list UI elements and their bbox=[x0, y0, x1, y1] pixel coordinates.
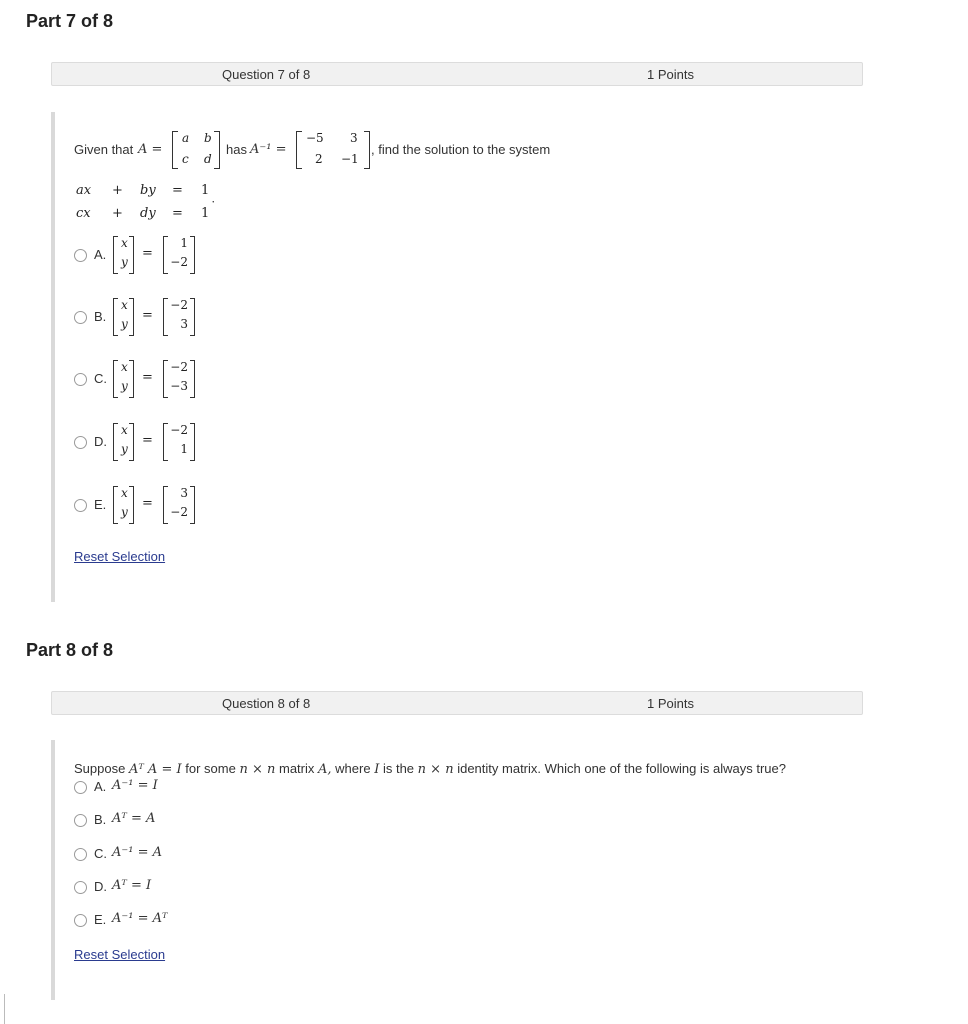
q8-option-radio[interactable] bbox=[74, 914, 87, 927]
vector-right-bracket bbox=[129, 360, 134, 398]
q8-option-expr: A⁻¹ = A bbox=[112, 845, 163, 860]
q8-option-expr: Aᵀ = I bbox=[112, 878, 152, 893]
vector-left-bracket bbox=[113, 360, 118, 398]
vector-x: x bbox=[121, 298, 128, 312]
q8-prompt-b: for some bbox=[185, 761, 236, 776]
vector-y: y bbox=[121, 255, 128, 269]
system-term: + bbox=[112, 206, 123, 221]
q8-prompt-e: is the bbox=[382, 761, 415, 776]
vector-right-bracket bbox=[190, 360, 195, 398]
vector-x: x bbox=[121, 236, 128, 250]
vector-value-2: 1 bbox=[180, 442, 188, 456]
q7-option-label: B. bbox=[94, 309, 107, 324]
vector-right-bracket bbox=[129, 486, 134, 524]
question-7-header bbox=[51, 62, 863, 86]
system-term: = bbox=[172, 206, 183, 221]
q8-matrix-a: A, bbox=[318, 762, 332, 777]
matrix-ainv-right-bracket bbox=[364, 131, 370, 169]
vector-right-bracket bbox=[190, 486, 195, 524]
equals-sign: = bbox=[142, 246, 153, 261]
q8-option-expr: A⁻¹ = Aᵀ bbox=[112, 911, 168, 926]
q8-identity-i: I bbox=[374, 762, 380, 777]
q8-prompt-c: matrix bbox=[278, 761, 315, 776]
vector-value-2: −3 bbox=[170, 379, 188, 393]
vector-x: x bbox=[121, 486, 128, 500]
vector-right-bracket bbox=[190, 236, 195, 274]
vector-value-2: 3 bbox=[180, 317, 188, 331]
matrix-ainv-cell: −1 bbox=[341, 152, 359, 166]
q7-ainv-eq: A⁻¹ = bbox=[250, 142, 287, 157]
matrix-ainv-left-bracket bbox=[296, 131, 302, 169]
q7-option-label: A. bbox=[94, 247, 107, 262]
matrix-ainv-cell: −5 bbox=[306, 131, 324, 145]
vector-right-bracket bbox=[129, 298, 134, 336]
vector-x: x bbox=[121, 423, 128, 437]
vector-left-bracket bbox=[113, 423, 118, 461]
q8-option-radio[interactable] bbox=[74, 881, 87, 894]
q7-option-radio[interactable] bbox=[74, 499, 87, 512]
vector-right-bracket bbox=[190, 298, 195, 336]
vector-right-bracket bbox=[190, 423, 195, 461]
system-term: cx bbox=[76, 206, 91, 221]
question-7-points: 1 Points bbox=[647, 67, 694, 82]
equals-sign: = bbox=[142, 496, 153, 511]
question-7-accent-bar bbox=[51, 112, 55, 602]
q7-option-radio[interactable] bbox=[74, 373, 87, 386]
question-7-label: Question 7 of 8 bbox=[222, 67, 311, 82]
question-8-header bbox=[51, 691, 863, 715]
q7-option-label: E. bbox=[94, 497, 107, 512]
vector-y: y bbox=[121, 379, 128, 393]
equals-sign: = bbox=[142, 370, 153, 385]
vector-y: y bbox=[121, 505, 128, 519]
matrix-a-cell: c bbox=[182, 152, 189, 166]
vector-value-2: −2 bbox=[170, 255, 188, 269]
vector-value-1: −2 bbox=[170, 423, 188, 437]
q8-option-expr: A⁻¹ = I bbox=[112, 778, 158, 793]
matrix-a-right-bracket bbox=[214, 131, 220, 169]
vector-left-bracket bbox=[113, 236, 118, 274]
vector-value-1: −2 bbox=[170, 298, 188, 312]
q7-reset-selection-link[interactable]: Reset Selection bbox=[74, 549, 166, 564]
question-8-accent-bar bbox=[51, 740, 55, 1000]
vector-left-bracket bbox=[113, 486, 118, 524]
q8-option-radio[interactable] bbox=[74, 781, 87, 794]
q8-prompt-f: identity matrix. Which one of the following is always true? bbox=[457, 761, 786, 776]
question-8-points: 1 Points bbox=[647, 696, 694, 711]
q7-prompt-start: Given that bbox=[74, 142, 134, 157]
part-8-title: Part 8 of 8 bbox=[26, 640, 114, 660]
system-term: + bbox=[112, 183, 123, 198]
q8-prompt-a: Suppose bbox=[74, 761, 126, 776]
equals-sign: = bbox=[142, 433, 153, 448]
q8-option-label: D. bbox=[94, 879, 107, 894]
system-term: ax bbox=[76, 183, 92, 198]
system-term: by bbox=[140, 183, 156, 198]
question-8-label: Question 8 of 8 bbox=[222, 696, 311, 711]
q8-prompt bbox=[74, 761, 786, 777]
vector-y: y bbox=[121, 442, 128, 456]
q8-nxn-2: n × n bbox=[417, 762, 454, 777]
vector-right-bracket bbox=[129, 236, 134, 274]
page-edge-marker bbox=[0, 994, 5, 1024]
vector-right-bracket bbox=[129, 423, 134, 461]
vector-value-1: −2 bbox=[170, 360, 188, 374]
matrix-ainv-cell: 2 bbox=[315, 152, 323, 166]
q8-reset-selection-link[interactable]: Reset Selection bbox=[74, 947, 166, 962]
vector-value-1: 1 bbox=[180, 236, 188, 250]
q8-nxn: n × n bbox=[239, 762, 276, 777]
vector-value-2: −2 bbox=[170, 505, 188, 519]
system-term: dy bbox=[140, 206, 156, 221]
q8-prompt-eq: Aᵀ A = I bbox=[128, 762, 182, 777]
q8-option-radio[interactable] bbox=[74, 848, 87, 861]
q7-option-label: D. bbox=[94, 434, 107, 449]
q8-option-expr: Aᵀ = A bbox=[112, 811, 156, 826]
q8-option-label: A. bbox=[94, 779, 107, 794]
q7-prompt-end: , find the solution to the system bbox=[371, 142, 551, 157]
system-term: 1 bbox=[201, 183, 210, 198]
matrix-ainv-cell: 3 bbox=[350, 131, 358, 145]
q7-a-eq: A = bbox=[138, 142, 163, 157]
part-7-title: Part 7 of 8 bbox=[26, 11, 114, 31]
q7-has: has bbox=[226, 142, 247, 157]
vector-x: x bbox=[121, 360, 128, 374]
q7-option-label: C. bbox=[94, 371, 107, 386]
matrix-a-left-bracket bbox=[172, 131, 178, 169]
vector-left-bracket bbox=[113, 298, 118, 336]
equals-sign: = bbox=[142, 308, 153, 323]
matrix-a-cell: d bbox=[204, 152, 212, 166]
q8-prompt-d: where bbox=[335, 761, 371, 776]
system-term: = bbox=[172, 183, 183, 198]
q7-option-radio[interactable] bbox=[74, 311, 87, 324]
q8-option-label: B. bbox=[94, 812, 107, 827]
q8-option-label: C. bbox=[94, 846, 107, 861]
matrix-a-cell: a bbox=[182, 131, 190, 145]
q8-option-label: E. bbox=[94, 912, 107, 927]
matrix-a-cell: b bbox=[204, 131, 212, 145]
vector-value-1: 3 bbox=[180, 486, 188, 500]
system-period: ˙ bbox=[210, 200, 217, 215]
q7-option-radio[interactable] bbox=[74, 249, 87, 262]
system-term: 1 bbox=[201, 206, 210, 221]
q7-option-radio[interactable] bbox=[74, 436, 87, 449]
vector-y: y bbox=[121, 317, 128, 331]
q8-option-radio[interactable] bbox=[74, 814, 87, 827]
